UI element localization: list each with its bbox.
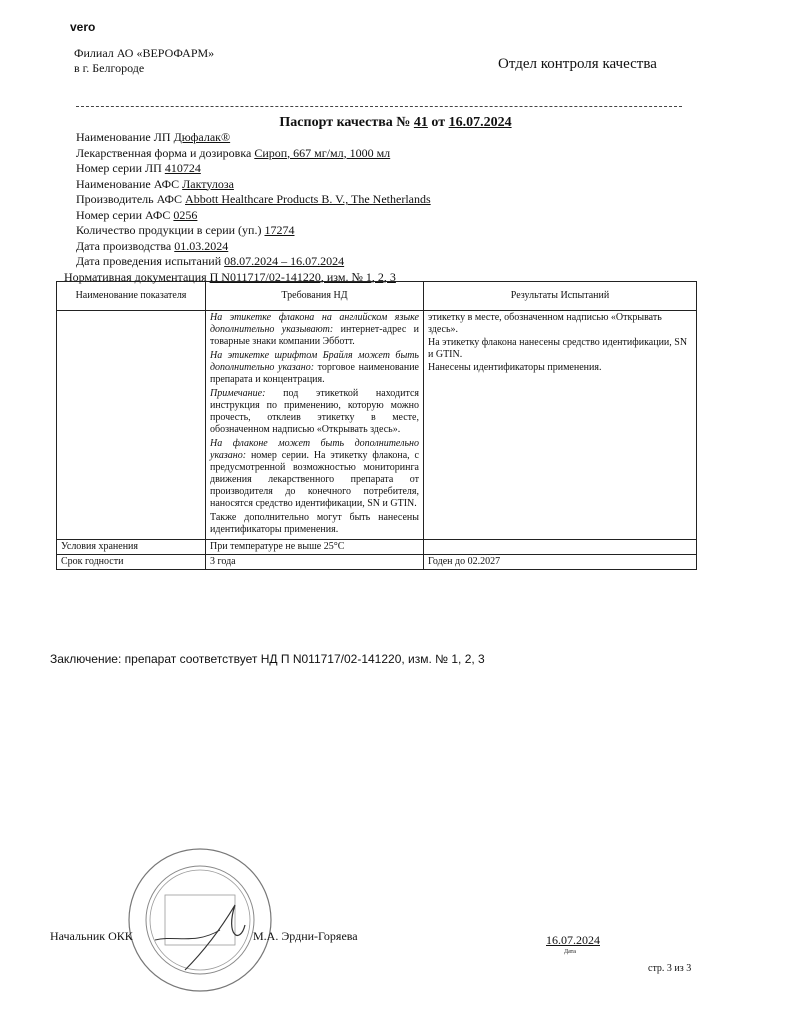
field-label: Номер серии АФС — [76, 207, 171, 222]
branch-address — [74, 46, 214, 76]
conclusion-text: Заключение: препарат соответствует НД П N011717/02-141220, изм. № 1, 2, 3 — [50, 652, 485, 666]
result-paragraph: этикетку в месте, обозначенном надписью «Открывать здесь». — [428, 312, 662, 335]
table-header-row — [57, 282, 697, 311]
field-value: Сироп, 667 мг/мл, 1000 мл — [254, 145, 391, 160]
parameter-cell: Условия хранения — [57, 540, 206, 555]
results-cell — [424, 311, 697, 540]
parameter-cell — [57, 311, 206, 540]
field-row — [76, 192, 431, 208]
signatory-role: Начальник ОКК — [50, 929, 133, 943]
field-label: Наименование АФС — [76, 176, 180, 191]
title-prefix: Паспорт качества № — [279, 115, 411, 130]
requirement-paragraph — [210, 512, 419, 536]
requirement-paragraph — [210, 350, 419, 386]
document-title — [0, 115, 791, 131]
requirement-italic: На этикетке шрифтом Брайля может быть дополнительно указано: — [210, 350, 419, 373]
header-divider — [76, 106, 682, 107]
product-fields — [64, 130, 431, 285]
table-row-storage — [57, 540, 697, 555]
field-value: Лактулоза — [182, 176, 234, 191]
requirement-paragraph — [210, 312, 419, 348]
requirement-text: интернет-адрес и товарные знаки компании Эбботт. — [210, 324, 419, 347]
field-value: 08.07.2024 – 16.07.2024 — [224, 254, 345, 268]
field-row — [76, 177, 431, 193]
results-cell — [424, 540, 697, 555]
official-stamp-icon — [125, 845, 275, 995]
requirement-italic: Примечание: — [210, 388, 266, 399]
requirement-text: торговое наименование препарата и концентрация. — [210, 362, 419, 385]
field-row — [76, 161, 431, 177]
title-from: от — [431, 115, 446, 130]
signatory-name: М.А. Эрдни-Горяева — [253, 929, 358, 943]
table-row — [57, 311, 697, 540]
parameter-cell: Срок годности — [57, 555, 206, 570]
result-paragraph: На этикетку флакона нанесены средство идентификации, SN и GTIN. — [428, 337, 688, 360]
field-value: П N011717/02-141220, изм. № 1, 2, 3 — [209, 269, 396, 284]
field-label: Количество продукции в серии (уп.) — [76, 223, 262, 237]
table-row-shelf-life — [57, 555, 697, 570]
requirement-text: номер серии. На этикетку флакона, с предусмотренной возможностью мониторинга движения лекарственного препарата от производителя до конечного потребителя, наносятся средство идентификации, SN и GTIN. — [210, 450, 419, 509]
requirement-text: под этикеткой находится инструкция по применению, которую можно прочесть, отклеив этикетку в месте, обозначенном надписью «Открывать здесь». — [210, 388, 419, 435]
signature-date-caption: Дата — [564, 949, 576, 955]
field-row — [76, 146, 431, 162]
header-results: Результаты Испытаний — [424, 282, 697, 311]
field-label: Номер серии ЛП — [76, 161, 162, 175]
header-requirements: Требования НД — [206, 282, 424, 311]
field-label: Лекарственная форма и дозировка — [76, 145, 252, 160]
passport-date: 16.07.2024 — [448, 115, 512, 130]
requirement-text: Также дополнительно могут быть нанесены идентификаторы применения. — [210, 512, 419, 535]
field-label: Нормативная документация — [64, 269, 207, 284]
results-cell: Годен до 02.2027 — [424, 555, 697, 570]
branch-name: Филиал АО «ВЕРОФАРМ» — [74, 46, 215, 60]
field-row — [76, 130, 431, 146]
signature-date: 16.07.2024 — [546, 933, 600, 947]
field-value: 0256 — [173, 207, 198, 222]
field-row — [76, 208, 431, 224]
field-value: 01.03.2024 — [174, 238, 229, 253]
field-row — [76, 254, 431, 270]
header-parameter: Наименование показателя — [57, 282, 206, 311]
result-paragraph: Нанесены идентификаторы применения. — [428, 362, 602, 373]
branch-city: в г. Белгороде — [74, 61, 145, 75]
company-logo: vero — [70, 20, 96, 34]
requirement-italic: На этикетке флакона на английском языке дополнительно указывают: — [210, 312, 419, 335]
department-name: Отдел контроля качества — [498, 56, 657, 72]
field-label: Производитель АФС — [76, 192, 183, 206]
passport-number: 41 — [413, 115, 428, 130]
requirement-italic: На флаконе может быть дополнительно указано: — [210, 438, 419, 461]
requirements-cell: При температуре не выше 25°С — [206, 540, 424, 555]
requirements-cell: 3 года — [206, 555, 424, 570]
requirement-paragraph — [210, 388, 419, 436]
field-value: Дюфалак® — [173, 130, 231, 144]
field-label: Наименование ЛП — [76, 130, 171, 144]
field-label: Дата проведения испытаний — [76, 254, 222, 268]
field-value: Abbott Healthcare Products B. V., The Netherlands — [185, 192, 431, 206]
requirement-paragraph — [210, 438, 419, 510]
field-value: 17274 — [264, 223, 295, 237]
page-number: стр. 3 из 3 — [648, 963, 692, 974]
field-value: 410724 — [164, 161, 201, 175]
field-label: Дата производства — [76, 238, 172, 253]
requirements-cell — [206, 311, 424, 540]
field-row — [76, 239, 431, 255]
field-row — [76, 223, 431, 239]
quality-table — [56, 281, 697, 570]
